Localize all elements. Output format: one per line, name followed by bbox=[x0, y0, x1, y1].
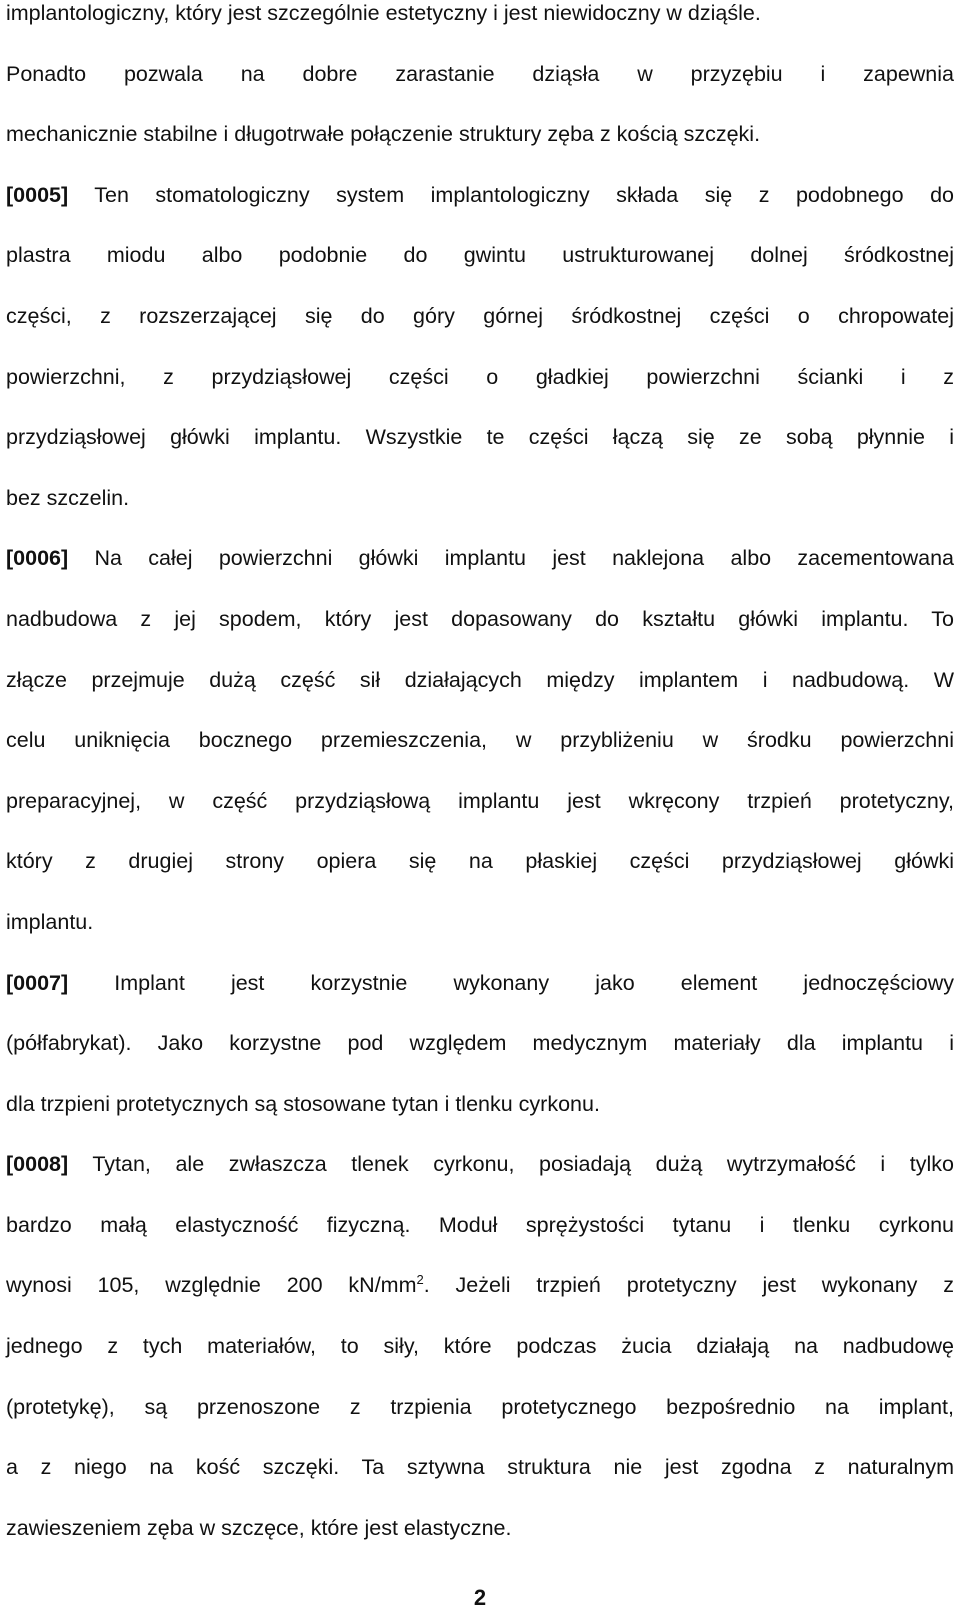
line-text: a z niego na kość szczęki. Ta sztywna struktura nie jest zgodna z naturalnym bbox=[6, 1455, 954, 1480]
text-line bbox=[6, 240, 954, 301]
superscript: 2 bbox=[416, 1272, 424, 1288]
text-line bbox=[6, 422, 954, 483]
paragraph-number: [0007] bbox=[6, 970, 69, 995]
text-line bbox=[6, 483, 954, 544]
line-text: Ten stomatologiczny system implantologiczny składa się z podobnego do bbox=[68, 182, 954, 207]
text-line bbox=[6, 1089, 954, 1150]
text-line bbox=[6, 180, 954, 241]
text-line bbox=[6, 1270, 954, 1331]
text-line bbox=[6, 543, 954, 604]
line-text: plastra miodu albo podobnie do gwintu ustrukturowanej dolnej śródkostnej bbox=[6, 243, 954, 268]
line-text: mechanicznie stabilne i długotrwałe połączenie struktury zęba z kością szczęki. bbox=[6, 122, 761, 147]
line-text-continued: . Jeżeli trzpień protetyczny jest wykonany z bbox=[423, 1273, 955, 1298]
text-line bbox=[6, 1513, 954, 1574]
text-line bbox=[6, 1149, 954, 1210]
line-text: wynosi 105, względnie 200 kN/mm bbox=[6, 1273, 417, 1298]
paragraph-number: [0008] bbox=[6, 1152, 69, 1177]
text-line bbox=[6, 0, 954, 59]
text-line bbox=[6, 725, 954, 786]
text-line bbox=[6, 119, 954, 180]
line-text: celu uniknięcia bocznego przemieszczenia, w przybliżeniu w środku powierzchni bbox=[6, 728, 954, 753]
text-line bbox=[6, 907, 954, 968]
text-line bbox=[6, 301, 954, 362]
line-text: (protetykę), są przenoszone z trzpienia protetycznego bezpośrednio na implant, bbox=[6, 1394, 954, 1419]
text-line bbox=[6, 786, 954, 847]
text-line bbox=[6, 968, 954, 1029]
line-text: bez szczelin. bbox=[6, 485, 130, 510]
paragraph-number: [0006] bbox=[6, 546, 69, 571]
page-number: 2 bbox=[473, 1585, 487, 1610]
line-text: złącze przejmuje dużą część sił działających między implantem i nadbudową. W bbox=[6, 667, 954, 692]
line-text: przydziąsłowej główki implantu. Wszystkie te części łączą się ze sobą płynnie i bbox=[6, 425, 954, 450]
line-text: Tytan, ale zwłaszcza tlenek cyrkonu, posiadają dużą wytrzymałość i tylko bbox=[68, 1152, 954, 1177]
line-text: Na całej powierzchni główki implantu jest naklejona albo zacementowana bbox=[68, 546, 954, 571]
line-text: implantu. bbox=[6, 909, 94, 934]
text-line bbox=[6, 362, 954, 423]
line-text: części, z rozszerzającej się do góry górnej śródkostnej części o chropowatej bbox=[6, 303, 954, 328]
text-line bbox=[6, 1331, 954, 1392]
document-page bbox=[6, 0, 954, 1573]
line-text: preparacyjnej, w część przydziąsłową implantu jest wkręcony trzpień protetyczny, bbox=[6, 788, 954, 813]
line-text: dla trzpieni protetycznych są stosowane tytan i tlenku cyrkonu. bbox=[6, 1091, 600, 1116]
paragraph-number: [0005] bbox=[6, 182, 69, 207]
line-text: powierzchni, z przydziąsłowej części o gładkiej powierzchni ścianki i z bbox=[6, 364, 954, 389]
line-text: jednego z tych materiałów, to siły, które podczas żucia działają na nadbudowę bbox=[6, 1334, 954, 1359]
text-line bbox=[6, 604, 954, 665]
line-text: bardzo małą elastyczność fizyczną. Moduł sprężystości tytanu i tlenku cyrkonu bbox=[6, 1212, 954, 1237]
text-line bbox=[6, 846, 954, 907]
line-text: implantologiczny, który jest szczególnie estetyczny i jest niewidoczny w dziąśle. bbox=[6, 1, 761, 25]
line-text: Ponadto pozwala na dobre zarastanie dziąsła w przyzębiu i zapewnia bbox=[6, 61, 954, 86]
text-line bbox=[6, 59, 954, 120]
line-text: Implant jest korzystnie wykonany jako element jednoczęściowy bbox=[68, 970, 954, 995]
text-line bbox=[6, 665, 954, 726]
text-line bbox=[6, 1452, 954, 1513]
line-text: (półfabrykat). Jako korzystne pod względem medycznym materiały dla implantu i bbox=[6, 1031, 954, 1056]
text-line bbox=[6, 1392, 954, 1453]
line-text: który z drugiej strony opiera się na płaskiej części przydziąsłowej główki bbox=[6, 849, 954, 874]
text-line bbox=[6, 1210, 954, 1271]
text-line bbox=[6, 1028, 954, 1089]
line-text: zawieszeniem zęba w szczęce, które jest elastyczne. bbox=[6, 1515, 512, 1540]
line-text: nadbudowa z jej spodem, który jest dopasowany do kształtu główki implantu. To bbox=[6, 606, 954, 631]
